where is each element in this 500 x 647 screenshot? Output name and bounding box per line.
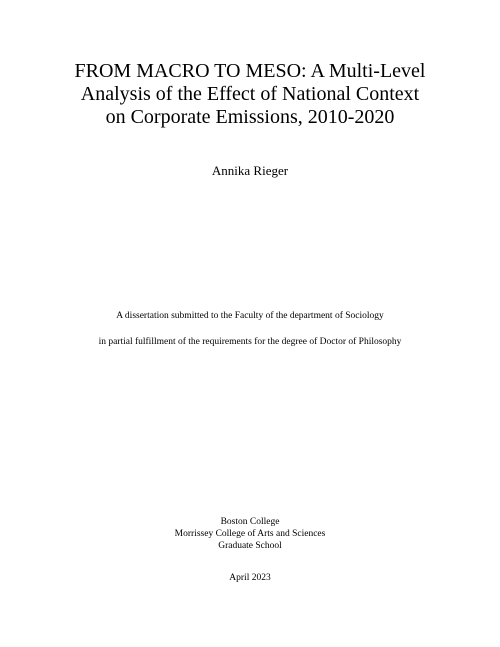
author-name: Annika Rieger [211, 163, 289, 178]
dissertation-title-line-2: Analysis of the Effect of National Context [80, 83, 420, 105]
dissertation-title-line-1: FROM MACRO TO MESO: A Multi-Level [74, 60, 426, 82]
submission-statement-line-2: in partial fulfillment of the requirements for the degree of Doctor of Philosophy [98, 337, 402, 347]
university-name: Boston College [220, 517, 280, 527]
submission-date: April 2023 [229, 573, 271, 583]
college-name: Morrissey College of Arts and Sciences [174, 529, 326, 539]
dissertation-title-line-3: on Corporate Emissions, 2010-2020 [105, 106, 395, 128]
submission-statement-line-1: A dissertation submitted to the Faculty of the department of Sociology [116, 311, 384, 321]
school-name: Graduate School [218, 541, 282, 551]
